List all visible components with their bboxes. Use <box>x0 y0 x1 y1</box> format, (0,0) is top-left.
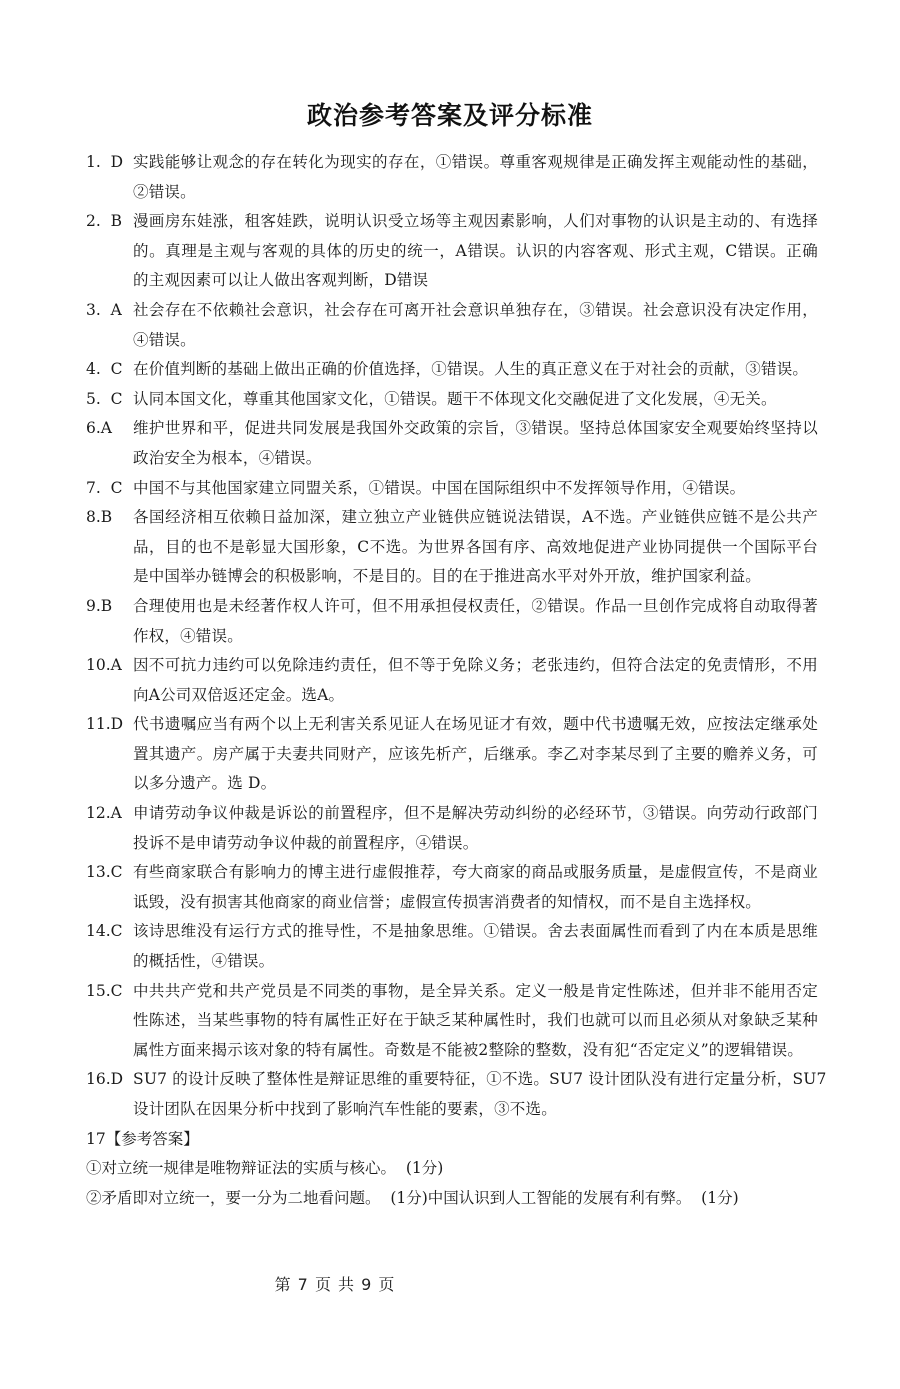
answer-explanation <box>133 503 818 592</box>
answer-label: 8.B <box>86 508 113 527</box>
explanation-line: 的主观因素可以让人做出客观判断，D错误 <box>133 271 429 290</box>
explanation-line: 诋毁，没有损害其他商家的商业信誉；虚假宣传损害消费者的知情权，而不是自主选择权。 <box>133 892 762 911</box>
answer-label: 15.C <box>86 981 123 1000</box>
answer-explanation <box>133 355 818 385</box>
explanation-line: 认同本国文化，尊重其他国家文化，①错误。题干不体现文化交融促进了文化发展，④无关。 <box>133 389 777 408</box>
explanation-line: 属性方面来揭示该对象的特有属性。奇数是不能被2整除的整数，没有犯“否定定义”的逻辑错误。 <box>133 1040 804 1059</box>
explanation-line: 有些商家联合有影响力的博主进行虚假推荐，夸大商家的商品或服务质量，是虚假宣传，不是商业 <box>133 863 818 882</box>
explanation-line: ②错误。 <box>133 182 196 201</box>
answer-item <box>86 917 818 976</box>
q17-answer-point: ①对立统一规律是唯物辩证法的实质与核心。 (1分) <box>86 1159 444 1178</box>
explanation-line: 性陈述，当某些事物的特有属性正好在于缺乏某种属性时，我们也就可以而且必须从对象缺乏某种 <box>133 1011 818 1030</box>
answer-explanation <box>133 977 818 1066</box>
answer-label: 1. D <box>86 153 124 171</box>
explanation-line: 在价值判断的基础上做出正确的价值选择，①错误。人生的真正意义在于对社会的贡献，③错误。 <box>133 360 809 379</box>
answer-item <box>86 474 818 504</box>
answer-list <box>86 148 827 1213</box>
answer-explanation <box>133 1065 827 1124</box>
q17-heading: 17【参考答案】 <box>86 1129 199 1148</box>
answer-explanation <box>133 207 818 296</box>
answer-item <box>86 858 818 917</box>
answer-item <box>86 977 818 1066</box>
explanation-line: 维护世界和平，促进共同发展是我国外交政策的宗旨，③错误。坚持总体国家安全观要始终坚持以 <box>133 419 818 438</box>
answer-label: 2. B <box>86 212 123 231</box>
answer-item <box>86 710 818 799</box>
answer-label: 3. A <box>86 300 122 319</box>
answer-label: 12.A <box>86 804 122 823</box>
explanation-line: 作权，④错误。 <box>133 626 243 645</box>
answer-item <box>86 799 818 858</box>
answer-item <box>86 148 818 207</box>
explanation-line: 置其遗产。房产属于夫妻共同财产，应该先析产，后继承。李乙对李某尽到了主要的赡养义务，可 <box>133 744 818 763</box>
answer-explanation <box>133 414 818 473</box>
answer-explanation <box>133 296 818 355</box>
explanation-line: 因不可抗力违约可以免除违约责任，但不等于免除义务；老张违约，但符合法定的免责情形，不用 <box>133 656 818 675</box>
answer-label: 4. C <box>86 360 123 379</box>
answer-item <box>86 414 818 473</box>
answer-explanation <box>133 385 818 415</box>
explanation-line: SU7 的设计反映了整体性是辩证思维的重要特征，①不选。SU7 设计团队没有进行定量分析，SU7 <box>133 1070 827 1089</box>
answer-label: 11.D <box>86 715 124 734</box>
answer-label: 14.C <box>86 922 123 941</box>
explanation-line: 代书遗嘱应当有两个以上无利害关系见证人在场见证才有效，题中代书遗嘱无效，应按法定继承处 <box>133 715 818 734</box>
answer-explanation <box>133 799 818 858</box>
explanation-line: 品，目的也不是彰显大国形象，C不选。为世界各国有序、高效地促进产业协同提供一个国际平台 <box>133 537 818 556</box>
answer-item <box>86 355 818 385</box>
explanation-line: 是中国举办链博会的积极影响，不是目的。目的在于推进高水平对外开放，维护国家利益。 <box>133 567 762 586</box>
explanation-line: 的概括性，④错误。 <box>133 952 275 971</box>
answer-label: 9.B <box>86 596 113 615</box>
answer-label: 13.C <box>86 863 123 882</box>
answer-explanation <box>133 858 818 917</box>
explanation-line: 投诉不是申请劳动争议仲裁的前置程序，④错误。 <box>133 833 479 852</box>
answer-explanation <box>133 474 818 504</box>
explanation-line: ④错误。 <box>133 330 196 349</box>
q17-answer-point: ②矛盾即对立统一，要一分为二地看问题。 (1分)中国认识到人工智能的发展有利有弊。 (1分) <box>86 1188 739 1207</box>
page-footer: 第 7 页 共 9 页 <box>274 1275 396 1294</box>
explanation-line: 漫画房东娃涨，租客娃跌，说明认识受立场等主观因素影响，人们对事物的认识是主动的、有选择 <box>133 212 818 231</box>
answer-explanation <box>133 148 818 207</box>
answer-explanation <box>133 917 818 976</box>
answer-explanation <box>133 651 818 710</box>
answer-item <box>86 1065 827 1124</box>
answer-label: 5. C <box>86 389 123 408</box>
explanation-line: 中共共产党和共产党员是不同类的事物，是全异关系。定义一般是肯定性陈述，但并非不能用否定 <box>133 981 818 1000</box>
explanation-line: 该诗思维没有运行方式的推导性，不是抽象思维。①错误。舍去表面属性而看到了内在本质是思维 <box>133 922 818 941</box>
explanation-line: 设计团队在因果分析中找到了影响汽车性能的要素，③不选。 <box>133 1100 557 1118</box>
answer-label: 7. C <box>86 478 123 497</box>
explanation-line: 中国不与其他国家建立同盟关系，①错误。中国在国际组织中不发挥领导作用，④错误。 <box>133 478 746 497</box>
explanation-line: 合理使用也是未经著作权人许可，但不用承担侵权责任，②错误。作品一旦创作完成将自动取得著 <box>133 596 818 615</box>
page-title: 政治参考答案及评分标准 <box>306 101 593 130</box>
answer-explanation <box>133 710 818 799</box>
explanation-line: 各国经济相互依赖日益加深，建立独立产业链供应链说法错误，A不选。产业链供应链不是公共产 <box>133 508 818 527</box>
answer-label: 6.A <box>86 419 112 438</box>
answer-item <box>86 503 818 592</box>
explanation-line: 向A公司双倍返还定金。选A。 <box>133 685 345 704</box>
answer-item <box>86 207 818 296</box>
explanation-line: 的。真理是主观与客观的具体的历史的统一，A错误。认识的内容客观、形式主观，C错误。正确 <box>133 241 818 260</box>
answer-item <box>86 651 818 710</box>
explanation-line: 实践能够让观念的存在转化为现实的存在，①错误。尊重客观规律是正确发挥主观能动性的基础， <box>133 153 818 171</box>
answer-label: 16.D <box>86 1070 124 1089</box>
answer-item <box>86 296 818 355</box>
explanation-line: 社会存在不依赖社会意识，社会存在可离开社会意识单独存在，③错误。社会意识没有决定作用， <box>133 300 818 319</box>
answer-explanation <box>133 592 818 651</box>
answer-item <box>86 385 818 415</box>
explanation-line: 申请劳动争议仲裁是诉讼的前置程序，但不是解决劳动纠纷的必经环节，③错误。向劳动行政部门 <box>133 804 818 823</box>
answer-label: 10.A <box>86 656 122 675</box>
answer-item <box>86 592 818 651</box>
explanation-line: 政治安全为根本，④错误。 <box>133 448 322 467</box>
explanation-line: 以多分遗产。选 D。 <box>133 774 277 793</box>
